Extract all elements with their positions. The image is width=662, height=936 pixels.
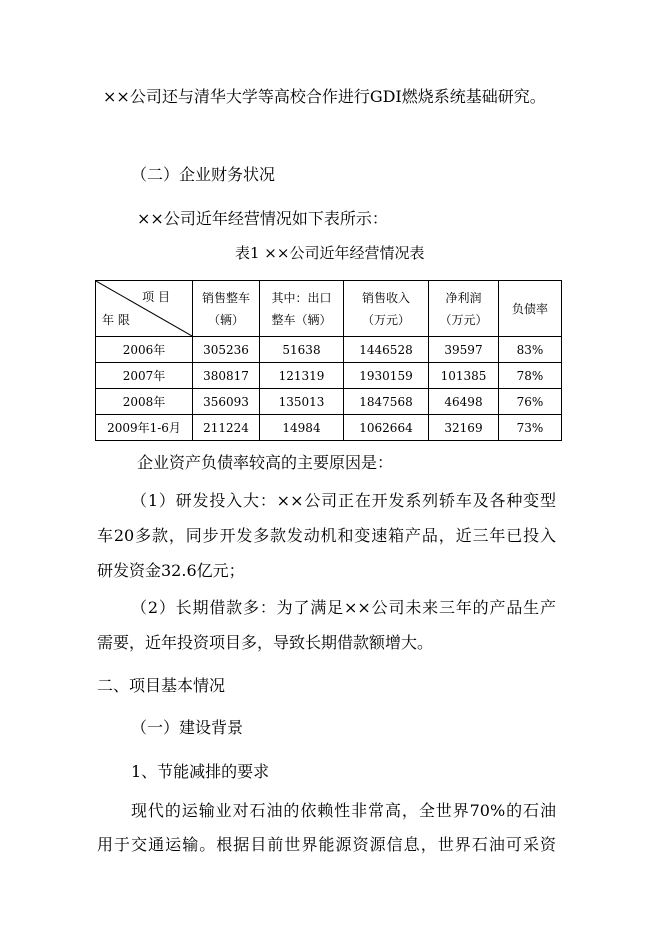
cell-export: 121319 [260, 363, 344, 389]
cell-revenue: 1446528 [344, 337, 429, 363]
cell-profit: 39597 [429, 337, 499, 363]
cell-year: 2009年1-6月 [96, 415, 193, 441]
corner-label-year: 年 限 [102, 313, 130, 327]
header-export [260, 281, 344, 337]
item-heading-energy: 1、节能减排的要求 [131, 762, 270, 781]
table-header-row [96, 281, 562, 337]
cell-profit: 32169 [429, 415, 499, 441]
cell-year: 2008年 [96, 389, 193, 415]
finance-table [95, 280, 562, 441]
cell-export: 14984 [260, 415, 344, 441]
table-row [96, 389, 562, 415]
cell-year: 2007年 [96, 363, 193, 389]
table-row [96, 337, 562, 363]
cell-sales: 356093 [193, 389, 260, 415]
header-revenue-line1: 销售收入 [361, 290, 410, 305]
header-sales-line2: （辆） [207, 312, 244, 327]
top-line: ××公司还与清华大学等高校合作进行GDI燃烧系统基础研究。 [103, 87, 546, 106]
cell-revenue: 1847568 [344, 389, 429, 415]
header-revenue-line2: （万元） [361, 312, 410, 327]
cell-year: 2006年 [96, 337, 193, 363]
header-profit-line1: 净利润 [445, 290, 482, 305]
section-heading-project: 二、项目基本情况 [97, 676, 226, 695]
header-debt [499, 281, 562, 337]
cell-export: 51638 [260, 337, 344, 363]
subsection-heading-background: （一）建设背景 [131, 718, 244, 737]
section-heading-finance: （二）企业财务状况 [131, 165, 276, 184]
reason1-line3: 研发资金32.6亿元； [97, 561, 245, 580]
cell-debt: 76% [499, 389, 562, 415]
reason-intro: 企业资产负债率较高的主要原因是： [137, 453, 394, 472]
corner-header-cell [96, 281, 193, 337]
cell-revenue: 1062664 [344, 415, 429, 441]
table-row [96, 415, 562, 441]
table-row [96, 363, 562, 389]
cell-export: 135013 [260, 389, 344, 415]
header-export-line2: 整车（辆） [271, 312, 332, 327]
paragraph-line2: 用于交通运输。根据目前世界能源资源信息，世界石油可采资 [97, 835, 556, 854]
cell-debt: 73% [499, 415, 562, 441]
header-profit-line2: （万元） [439, 312, 488, 327]
paragraph-line1: 现代的运输业对石油的依赖性非常高，全世界70%的石油 [131, 801, 556, 820]
header-debt-line1: 负债率 [511, 301, 548, 316]
table-intro: ××公司近年经营情况如下表所示： [137, 209, 388, 228]
header-sales [193, 281, 260, 337]
header-revenue [344, 281, 429, 337]
cell-sales: 211224 [193, 415, 260, 441]
header-export-line1: 其中：出口 [271, 290, 332, 305]
reason2-line1: （2）长期借款多：为了满足××公司未来三年的产品生产 [131, 598, 556, 617]
cell-debt: 83% [499, 337, 562, 363]
cell-sales: 380817 [193, 363, 260, 389]
header-profit [429, 281, 499, 337]
reason1-line2: 车20多款，同步开发多款发动机和变速箱产品，近三年已投入 [97, 526, 556, 545]
cell-revenue: 1930159 [344, 363, 429, 389]
reason2-line2: 需要，近年投资项目多，导致长期借款额增大。 [97, 633, 434, 652]
reason1-line1: （1）研发投入大：××公司正在开发系列轿车及各种变型 [131, 491, 556, 510]
cell-profit: 46498 [429, 389, 499, 415]
cell-sales: 305236 [193, 337, 260, 363]
header-sales-line1: 销售整车 [201, 290, 250, 305]
corner-label-item: 项 目 [142, 290, 170, 304]
table-caption: 表1 ××公司近年经营情况表 [235, 244, 425, 262]
cell-profit: 101385 [429, 363, 499, 389]
cell-debt: 78% [499, 363, 562, 389]
